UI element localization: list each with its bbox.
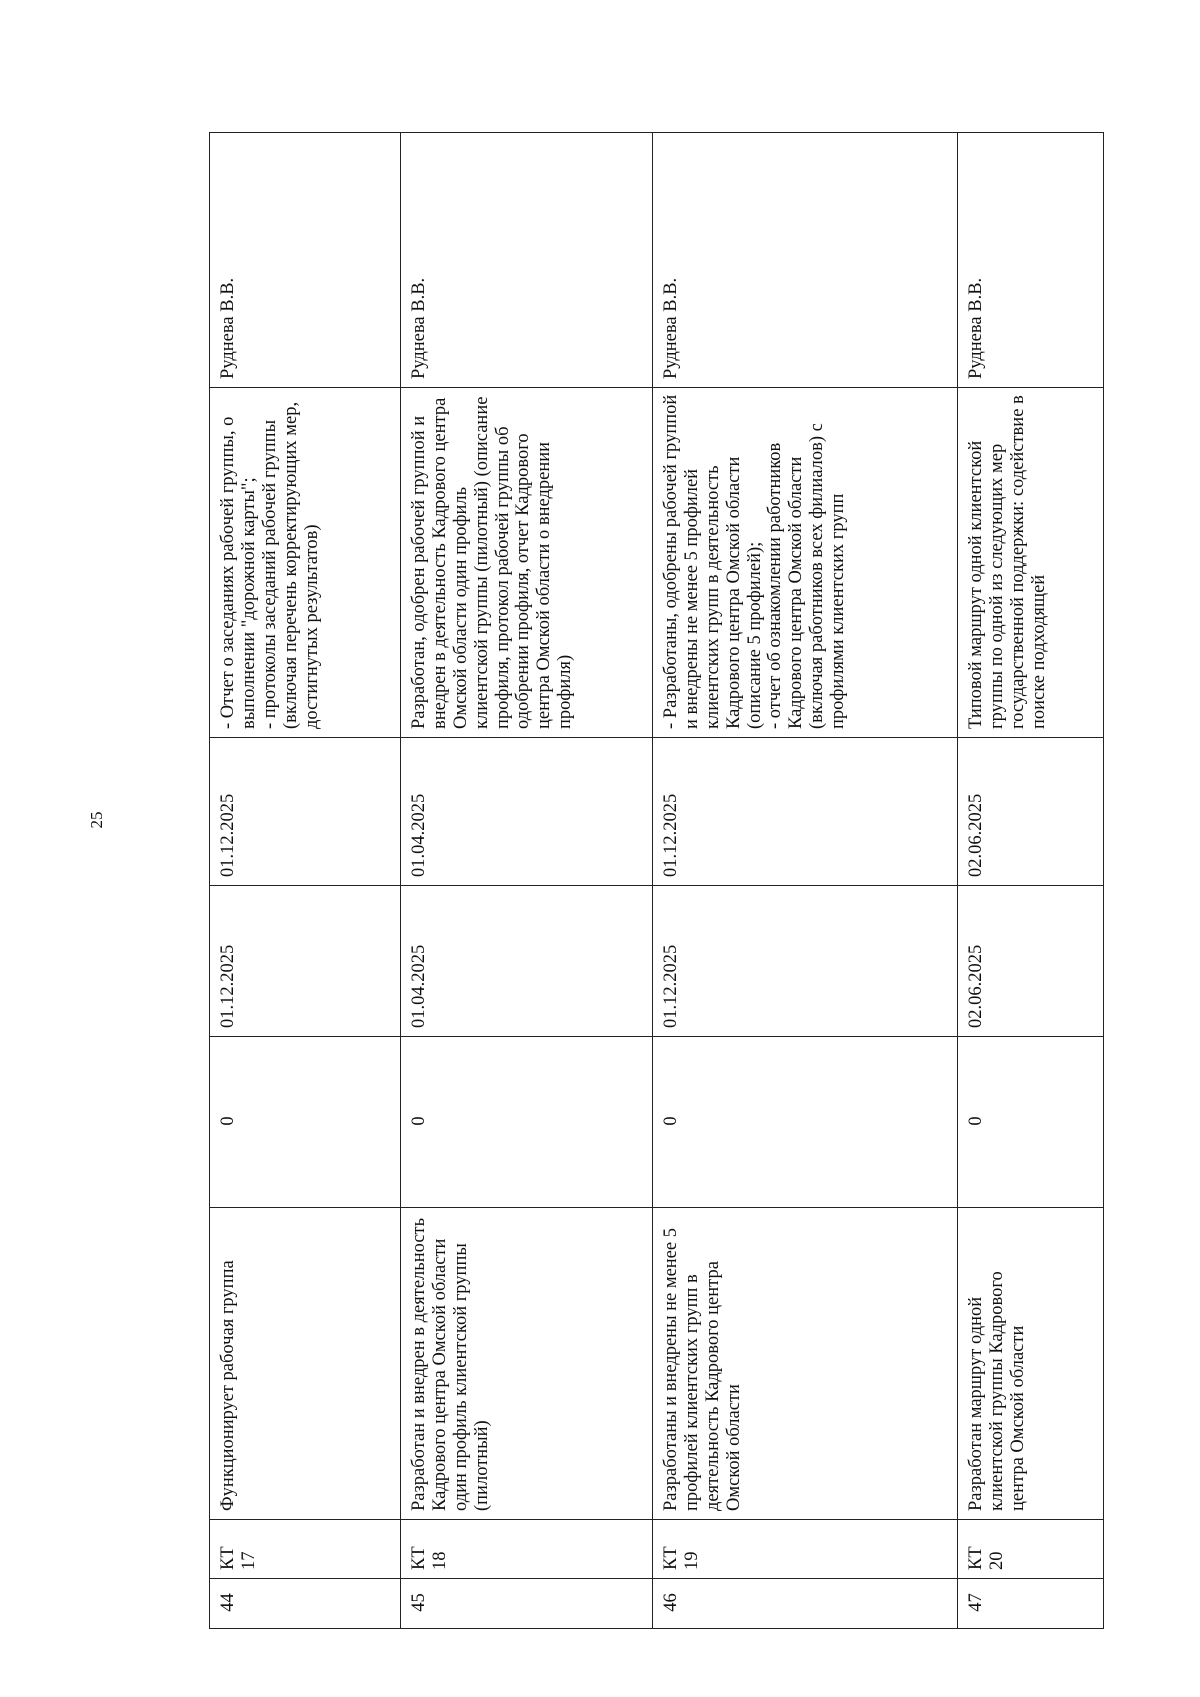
base-value-cell: 0 [958,1037,1104,1208]
start-date-cell: 01.04.2025 [401,886,653,1037]
row-number-cell: 47 [958,1579,1104,1629]
row-number-cell: 44 [210,1579,401,1629]
checkpoint-code-cell: КТ 19 [653,1520,958,1579]
checkpoint-code-cell: КТ 20 [958,1520,1104,1579]
responsible-cell: Руднева В.В. [401,133,653,388]
row-number-cell: 45 [401,1579,653,1629]
responsible-cell: Руднева В.В. [210,133,401,388]
document-cell: Типовой маршрут одной клиентской группы по одной из следующих мер государственной поддержки: содействие в поиске подходящей [958,388,1104,738]
start-date-cell: 01.12.2025 [210,886,401,1037]
result-cell: Разработан и внедрен в деятельность Кадрового центра Омской области один профиль клиентской группы (пилотный) [401,1208,653,1520]
base-value-cell: 0 [210,1037,401,1208]
end-date-cell: 01.12.2025 [210,738,401,886]
row-number-cell: 46 [653,1579,958,1629]
start-date-cell: 02.06.2025 [958,886,1104,1037]
document-cell: Разработан, одобрен рабочей группой и внедрен в деятельность Кадрового центра Омской области один профиль клиентской группы (пилотный) (описание профиля, протокол рабочей группы об одобрении профиля, отчет Кадрового центра Омской области о внедрении профиля) [401,388,653,738]
page-number: 25 [87,811,106,829]
start-date-cell: 01.12.2025 [653,886,958,1037]
document-cell: - Разработаны, одобрены рабочей группой и внедрены не менее 5 профилей клиентских групп в деятельность Кадрового центра Омской области (описание 5 профилей); - отчет об ознакомлении работников Кадрового центра Омской области (включая работников всех филиалов) с профилями клиентских групп [653,388,958,738]
result-cell: Разработаны и внедрены не менее 5 профилей клиентских групп в деятельность Кадрового центра Омской области [653,1208,958,1520]
checkpoint-code-cell: КТ 18 [401,1520,653,1579]
end-date-cell: 01.12.2025 [653,738,958,886]
responsible-cell: Руднева В.В. [958,133,1104,388]
document-cell: - Отчет о заседаниях рабочей группы, о выполнении "дорожной карты"; - протоколы заседаний рабочей группы (включая перечень корректирующих мер, достигнутых результатов) [210,388,401,738]
responsible-cell: Руднева В.В. [653,133,958,388]
table-row [210,133,401,1629]
checkpoint-code-cell: КТ 17 [210,1520,401,1579]
end-date-cell: 02.06.2025 [958,738,1104,886]
table-row [401,133,653,1629]
base-value-cell: 0 [401,1037,653,1208]
base-value-cell: 0 [653,1037,958,1208]
end-date-cell: 01.04.2025 [401,738,653,886]
result-cell: Разработан маршрут одной клиентской группы Кадрового центра Омской области [958,1208,1104,1520]
result-cell: Функционирует рабочая группа [210,1208,401,1520]
table-row [653,133,958,1629]
table-row [958,133,1104,1629]
checkpoints-table [209,132,1104,1629]
